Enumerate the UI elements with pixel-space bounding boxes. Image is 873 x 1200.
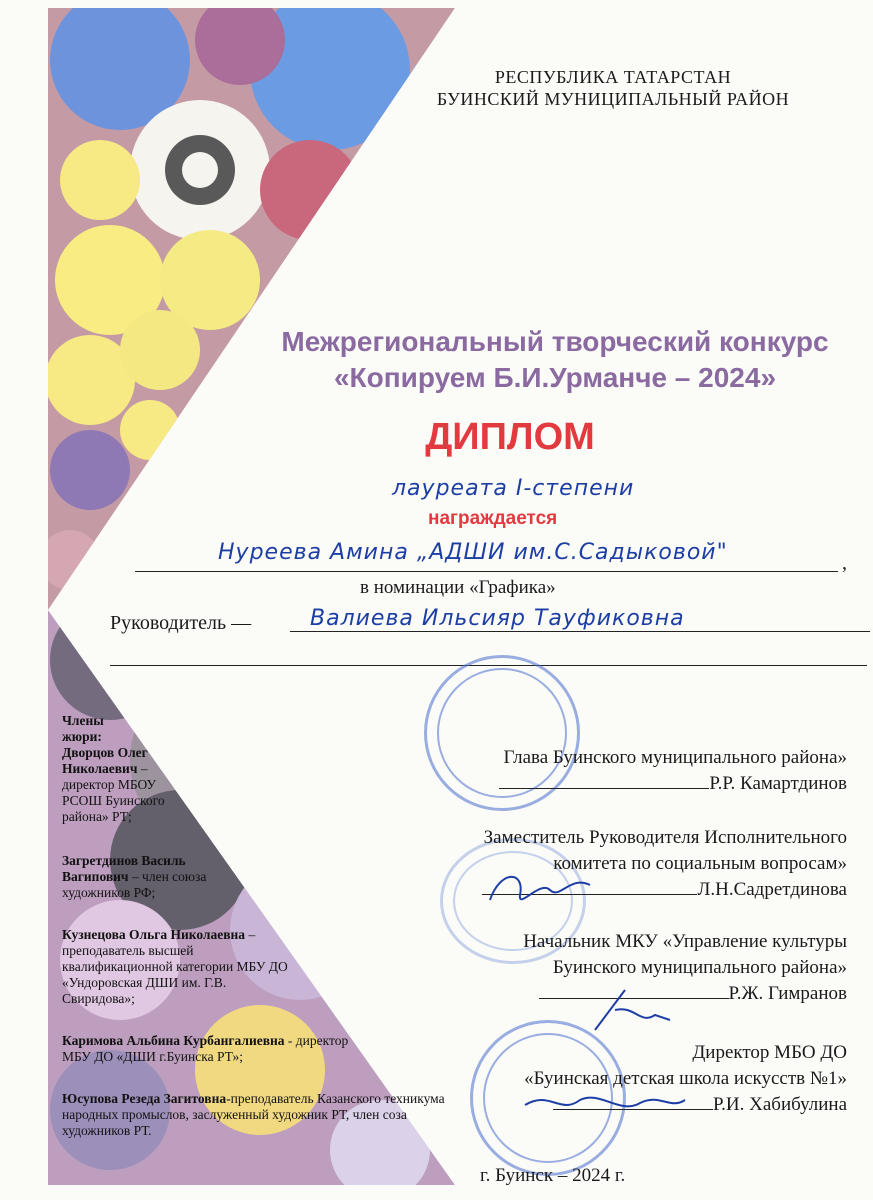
signatory-title: комитета по социальным вопросам» <box>553 853 847 874</box>
signatory-title: Начальник МКУ «Управление культуры <box>523 931 847 952</box>
jury-list <box>62 713 445 1139</box>
issuer-header <box>393 66 833 110</box>
supervisor-line <box>290 631 870 632</box>
diploma-heading: ДИПЛОМ <box>425 416 595 458</box>
signatory-name: Р.Р. Камартдинов <box>709 773 847 794</box>
signatory-name: Р.И. Хабибулина <box>712 1094 847 1115</box>
signatory-title: Буинского муниципального района» <box>552 957 847 978</box>
contest-title-line2: «Копируем Б.И.Урманче – 2024» <box>333 362 777 393</box>
recipient-line <box>135 571 838 572</box>
signature-scribble <box>480 860 600 920</box>
header-district: БУИНСКИЙ МУНИЦИПАЛЬНЫЙ РАЙОН <box>436 89 790 109</box>
recipient-comma: , <box>842 552 847 574</box>
jury-heading-1: Члены <box>62 713 104 728</box>
signatory-name: Л.Н.Садретдинова <box>697 879 847 900</box>
signatory-title: Заместитель Руководителя Исполнительного <box>483 827 847 848</box>
jury-member: Юсупова Резеда Загитовна-преподаватель Казанского техникума народных промыслов, заслуженный художник РТ, член соза художников РТ. <box>62 1091 445 1138</box>
signature-scribble <box>520 1085 690 1125</box>
jury-heading-2: жюри: <box>62 729 102 744</box>
jury-member: Каримова Альбина Курбангалиевна - директор МБУ ДО «ДШИ г.Буинска РТ»; <box>62 1033 349 1064</box>
jury-member: Дворцов Олег Николаевич – директор МБОУ РСОШ Буинского района» РТ; <box>62 745 165 824</box>
recipient-handwritten: Нуреева Амина „АДШИ им.С.Садыковой" <box>218 540 728 565</box>
supervisor-label: Руководитель — <box>110 612 252 634</box>
contest-title <box>250 324 860 396</box>
place-date: г. Буинск – 2024 г. <box>480 1165 626 1186</box>
supervisor-handwritten: Валиева Ильсияр Тауфиковна <box>310 606 685 631</box>
jury-member: Кузнецова Ольга Николаевна – преподаватель высшей квалификационной категории МБУ ДО «Ундоровская ДШИ им. Г.В. Свиридова»; <box>62 927 288 1006</box>
contest-title-line1: Межрегиональный творческий конкурс <box>281 326 829 357</box>
signatory-deputy <box>357 825 847 903</box>
signatory-head <box>367 745 847 797</box>
signature-scribble <box>585 980 675 1040</box>
header-republic: РЕСПУБЛИКА ТАТАРСТАН <box>494 67 732 87</box>
signatory-title: Глава Буинского муниципального района» <box>503 747 847 768</box>
jury-member: Загретдинов Василь Вагипович – член союза художников РФ; <box>62 853 207 900</box>
nomination-text: в номинации «Графика» <box>360 577 556 598</box>
signatory-title: Директор МБО ДО <box>692 1042 847 1063</box>
awarded-label: награждается <box>428 508 558 529</box>
degree-handwritten: лауреата I-степени <box>392 476 635 501</box>
signatory-title: «Буинская детская школа искусств №1» <box>524 1068 847 1089</box>
signatory-name: Р.Ж. Гимранов <box>728 983 847 1004</box>
